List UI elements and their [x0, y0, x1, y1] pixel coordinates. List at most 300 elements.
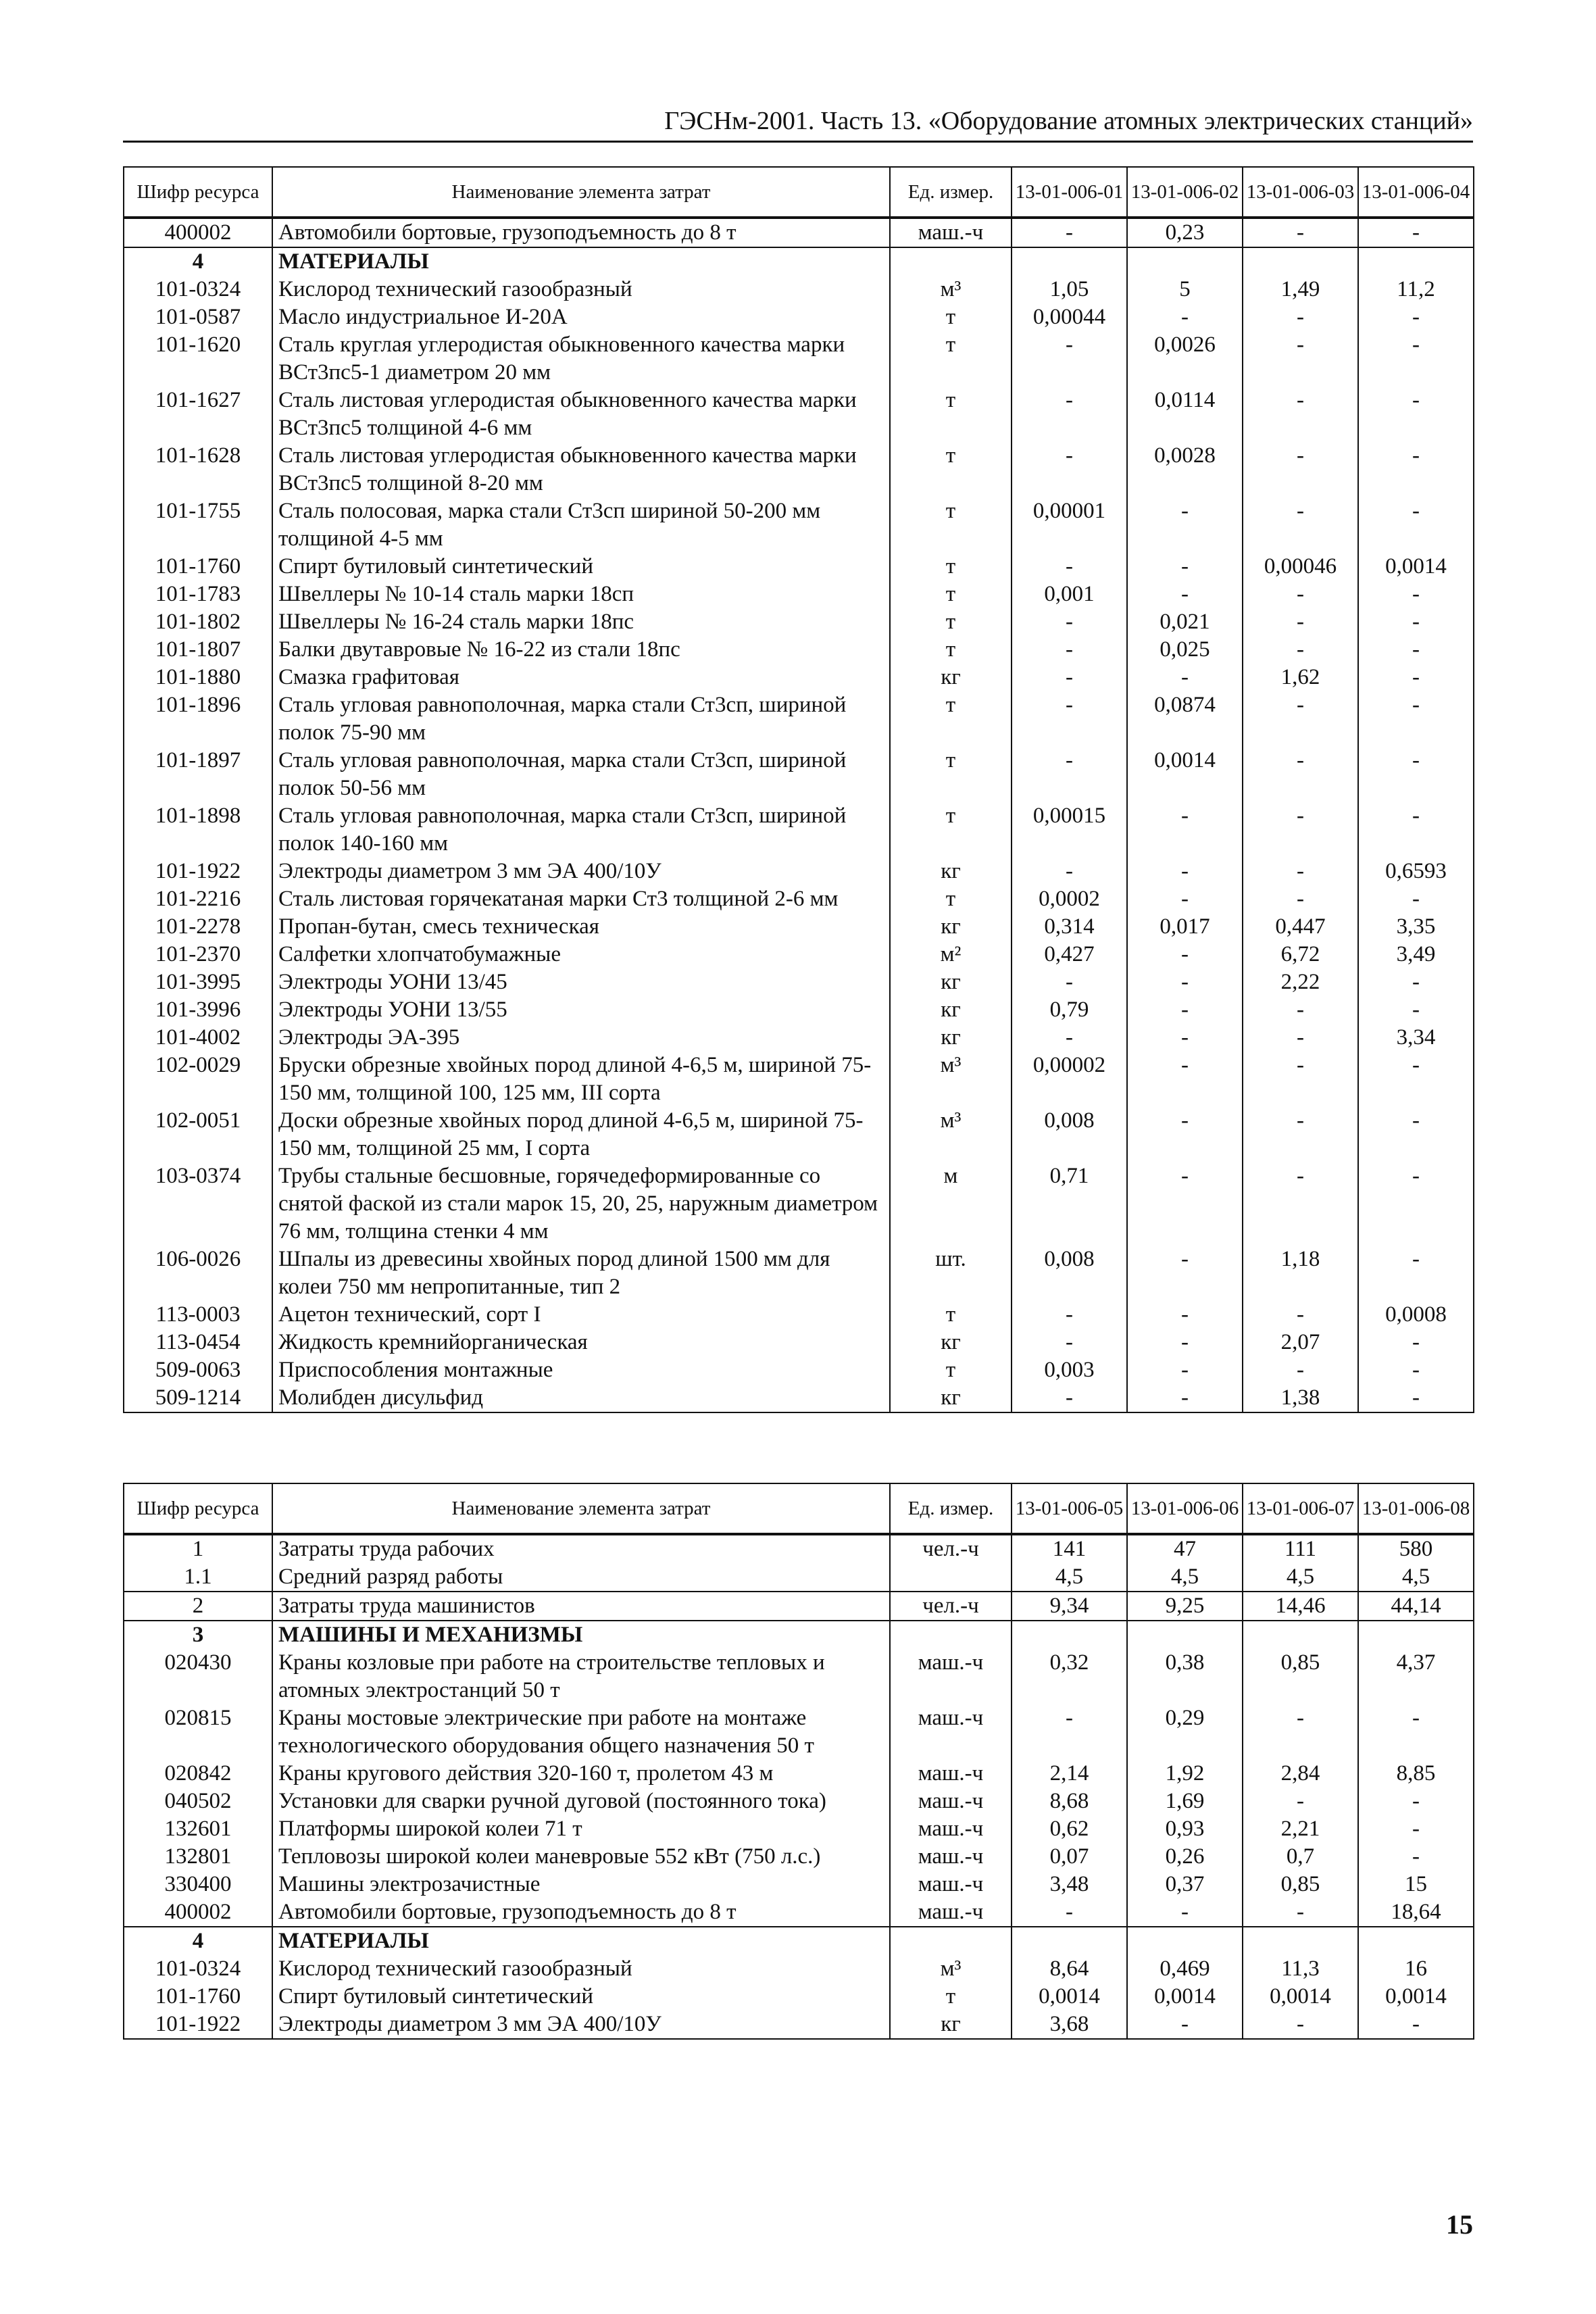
value-2: [1127, 247, 1243, 276]
value-2: -: [1127, 885, 1243, 913]
value-4: [1358, 247, 1474, 276]
unit: маш.-ч: [890, 1871, 1012, 1898]
value-1: 0,427: [1012, 941, 1127, 968]
unit: т: [890, 1301, 1012, 1329]
value-4: -: [1358, 387, 1474, 442]
resource-code: 3: [124, 1621, 272, 1649]
column-header-code: Шифр ресурса: [124, 1483, 272, 1534]
unit: маш.-ч: [890, 1788, 1012, 1815]
value-2: 0,0014: [1127, 1983, 1243, 2011]
table-row: [124, 885, 1474, 913]
table-row: [124, 802, 1474, 858]
column-header-norm-3: 13-01-006-03: [1243, 167, 1358, 218]
value-2: -: [1127, 664, 1243, 691]
value-1: 8,64: [1012, 1955, 1127, 1983]
table-row: [124, 442, 1474, 497]
value-1: [1012, 1927, 1127, 1955]
value-1: 0,32: [1012, 1649, 1127, 1704]
table-row: [124, 303, 1474, 331]
value-4: -: [1358, 1329, 1474, 1356]
value-2: -: [1127, 1162, 1243, 1246]
section-row: [124, 247, 1474, 276]
value-4: -: [1358, 664, 1474, 691]
value-3: -: [1243, 1301, 1358, 1329]
resource-code: 101-1802: [124, 608, 272, 636]
resource-code: 509-0063: [124, 1356, 272, 1384]
value-3: 2,22: [1243, 968, 1358, 996]
unit: т: [890, 608, 1012, 636]
value-4: 0,0014: [1358, 553, 1474, 581]
resource-name: Трубы стальные бесшовные, горячедеформированные со снятой фаской из стали марок 15, 20, 25, наружным диаметром 76 мм, толщина стенки 4 мм: [272, 1162, 890, 1246]
unit: кг: [890, 996, 1012, 1024]
value-1: -: [1012, 1301, 1127, 1329]
resource-code: 101-1896: [124, 691, 272, 747]
value-3: -: [1243, 1898, 1358, 1927]
column-header-norm-5: 13-01-006-05: [1012, 1483, 1127, 1534]
resource-name: Краны мостовые электрические при работе на монтаже технологического оборудования общего назначения 50 т: [272, 1704, 890, 1760]
value-4: -: [1358, 636, 1474, 664]
value-3: [1243, 1927, 1358, 1955]
resource-table-1: [123, 166, 1474, 1413]
resource-code: 101-2278: [124, 913, 272, 941]
resource-name: Швеллеры № 16-24 сталь марки 18пс: [272, 608, 890, 636]
value-1: -: [1012, 442, 1127, 497]
resource-name: МАТЕРИАЛЫ: [272, 247, 890, 276]
table-body: [124, 1534, 1474, 2039]
value-4: -: [1358, 747, 1474, 802]
value-1: -: [1012, 747, 1127, 802]
table-row: [124, 581, 1474, 608]
value-4: -: [1358, 885, 1474, 913]
value-1: 9,34: [1012, 1592, 1127, 1621]
table-row: [124, 1898, 1474, 1927]
value-3: -: [1243, 1107, 1358, 1162]
resource-name: Сталь угловая равнополочная, марка стали Ст3сп, шириной полок 140-160 мм: [272, 802, 890, 858]
value-2: -: [1127, 1384, 1243, 1412]
value-1: -: [1012, 968, 1127, 996]
value-2: 0,0026: [1127, 331, 1243, 387]
value-4: 44,14: [1358, 1592, 1474, 1621]
value-2: 4,5: [1127, 1563, 1243, 1592]
value-1: 8,68: [1012, 1788, 1127, 1815]
table-row: [124, 1843, 1474, 1871]
column-header-norm-6: 13-01-006-06: [1127, 1483, 1243, 1534]
value-4: -: [1358, 1788, 1474, 1815]
resource-code: 101-1880: [124, 664, 272, 691]
table-row: [124, 1107, 1474, 1162]
value-3: -: [1243, 331, 1358, 387]
table-row: [124, 1384, 1474, 1412]
value-4: -: [1358, 1107, 1474, 1162]
unit: чел.-ч: [890, 1534, 1012, 1563]
resource-name: Электроды ЭА-395: [272, 1024, 890, 1052]
resource-code: 101-1620: [124, 331, 272, 387]
value-4: -: [1358, 1815, 1474, 1843]
resource-name: Машины электрозачистные: [272, 1871, 890, 1898]
value-4: 0,6593: [1358, 858, 1474, 885]
unit: [890, 1927, 1012, 1955]
table-row: [124, 218, 1474, 247]
section-row: [124, 1621, 1474, 1649]
table-row: [124, 1162, 1474, 1246]
resource-code: 113-0454: [124, 1329, 272, 1356]
value-2: 0,23: [1127, 218, 1243, 247]
value-4: 11,2: [1358, 276, 1474, 303]
value-4: [1358, 1621, 1474, 1649]
value-4: 0,0008: [1358, 1301, 1474, 1329]
resource-code: 106-0026: [124, 1246, 272, 1301]
unit: т: [890, 802, 1012, 858]
resource-name: Спирт бутиловый синтетический: [272, 1983, 890, 2011]
column-header-name: Наименование элемента затрат: [272, 1483, 890, 1534]
value-1: 0,71: [1012, 1162, 1127, 1246]
table-row: [124, 1649, 1474, 1704]
value-4: -: [1358, 1356, 1474, 1384]
table-row: [124, 1592, 1474, 1621]
table-row: [124, 691, 1474, 747]
value-3: 1,38: [1243, 1384, 1358, 1412]
resource-name: Пропан-бутан, смесь техническая: [272, 913, 890, 941]
value-4: 8,85: [1358, 1760, 1474, 1788]
value-4: -: [1358, 1704, 1474, 1760]
column-header-norm-7: 13-01-006-07: [1243, 1483, 1358, 1534]
value-3: -: [1243, 2011, 1358, 2039]
resource-name: Бруски обрезные хвойных пород длиной 4-6,5 м, шириной 75-150 мм, толщиной 100, 125 мм, III сорта: [272, 1052, 890, 1107]
value-1: [1012, 1621, 1127, 1649]
column-header-code: Шифр ресурса: [124, 167, 272, 218]
value-2: 1,69: [1127, 1788, 1243, 1815]
unit: [890, 1621, 1012, 1649]
value-3: 1,18: [1243, 1246, 1358, 1301]
resource-code: 509-1214: [124, 1384, 272, 1412]
resource-name: Ацетон технический, сорт I: [272, 1301, 890, 1329]
value-1: -: [1012, 218, 1127, 247]
unit: маш.-ч: [890, 1843, 1012, 1871]
value-1: [1012, 247, 1127, 276]
resource-code: 102-0029: [124, 1052, 272, 1107]
value-1: 141: [1012, 1534, 1127, 1563]
unit: м²: [890, 941, 1012, 968]
value-1: -: [1012, 387, 1127, 442]
table-row: [124, 1246, 1474, 1301]
resource-code: 132801: [124, 1843, 272, 1871]
value-2: -: [1127, 1329, 1243, 1356]
value-2: 0,017: [1127, 913, 1243, 941]
resource-code: 101-1628: [124, 442, 272, 497]
table-row: [124, 553, 1474, 581]
table-body: [124, 218, 1474, 1412]
value-4: -: [1358, 303, 1474, 331]
value-1: 2,14: [1012, 1760, 1127, 1788]
resource-code: 101-1898: [124, 802, 272, 858]
value-3: -: [1243, 858, 1358, 885]
resource-code: 101-0587: [124, 303, 272, 331]
unit: маш.-ч: [890, 1898, 1012, 1927]
resource-code: 020815: [124, 1704, 272, 1760]
resource-name: Затраты труда машинистов: [272, 1592, 890, 1621]
resource-name: Балки двутавровые № 16-22 из стали 18пс: [272, 636, 890, 664]
unit: кг: [890, 858, 1012, 885]
value-2: 0,37: [1127, 1871, 1243, 1898]
resource-code: 4: [124, 247, 272, 276]
value-1: 0,001: [1012, 581, 1127, 608]
value-2: -: [1127, 2011, 1243, 2039]
unit: т: [890, 581, 1012, 608]
resource-name: Платформы широкой колеи 71 т: [272, 1815, 890, 1843]
value-2: -: [1127, 581, 1243, 608]
resource-code: 132601: [124, 1815, 272, 1843]
column-header-norm-2: 13-01-006-02: [1127, 167, 1243, 218]
value-4: -: [1358, 442, 1474, 497]
value-1: 1,05: [1012, 276, 1127, 303]
value-2: 0,025: [1127, 636, 1243, 664]
value-1: 0,62: [1012, 1815, 1127, 1843]
resource-name: Кислород технический газообразный: [272, 1955, 890, 1983]
unit: кг: [890, 1024, 1012, 1052]
value-3: -: [1243, 1052, 1358, 1107]
value-2: -: [1127, 996, 1243, 1024]
resource-code: 1.1: [124, 1563, 272, 1592]
value-2: -: [1127, 1246, 1243, 1301]
value-3: -: [1243, 387, 1358, 442]
value-4: -: [1358, 1162, 1474, 1246]
resource-code: 020842: [124, 1760, 272, 1788]
value-1: -: [1012, 331, 1127, 387]
resource-name: Сталь полосовая, марка стали Ст3сп шириной 50-200 мм толщиной 4-5 мм: [272, 497, 890, 553]
value-3: -: [1243, 1704, 1358, 1760]
value-4: 4,37: [1358, 1649, 1474, 1704]
value-1: -: [1012, 664, 1127, 691]
resource-code: 101-1783: [124, 581, 272, 608]
value-3: 2,07: [1243, 1329, 1358, 1356]
resource-name: Кислород технический газообразный: [272, 276, 890, 303]
value-3: -: [1243, 1356, 1358, 1384]
value-4: -: [1358, 802, 1474, 858]
value-4: 3,49: [1358, 941, 1474, 968]
unit: шт.: [890, 1246, 1012, 1301]
value-1: -: [1012, 691, 1127, 747]
value-3: 1,62: [1243, 664, 1358, 691]
resource-code: 101-2370: [124, 941, 272, 968]
value-1: 0,00015: [1012, 802, 1127, 858]
table-row: [124, 1301, 1474, 1329]
resource-name: МАТЕРИАЛЫ: [272, 1927, 890, 1955]
column-header-unit: Ед. измер.: [890, 167, 1012, 218]
resource-code: 102-0051: [124, 1107, 272, 1162]
table-row: [124, 1052, 1474, 1107]
resource-name: Сталь листовая углеродистая обыкновенного качества марки ВСт3пс5 толщиной 4-6 мм: [272, 387, 890, 442]
table-row: [124, 387, 1474, 442]
unit: кг: [890, 913, 1012, 941]
resource-code: 101-1922: [124, 858, 272, 885]
table-header-row: [124, 167, 1474, 218]
value-2: -: [1127, 802, 1243, 858]
value-3: [1243, 1621, 1358, 1649]
resource-name: Приспособления монтажные: [272, 1356, 890, 1384]
unit: м³: [890, 1052, 1012, 1107]
value-1: 0,0014: [1012, 1983, 1127, 2011]
table-row: [124, 1760, 1474, 1788]
unit: маш.-ч: [890, 1704, 1012, 1760]
resource-code: 020430: [124, 1649, 272, 1704]
value-3: [1243, 247, 1358, 276]
value-1: -: [1012, 1898, 1127, 1927]
resource-table-2: [123, 1483, 1474, 2040]
value-1: 0,00044: [1012, 303, 1127, 331]
value-3: -: [1243, 1162, 1358, 1246]
value-4: 0,0014: [1358, 1983, 1474, 2011]
value-1: -: [1012, 1704, 1127, 1760]
column-header-norm-1: 13-01-006-01: [1012, 167, 1127, 218]
value-2: -: [1127, 497, 1243, 553]
table-row: [124, 636, 1474, 664]
value-1: -: [1012, 636, 1127, 664]
value-2: [1127, 1621, 1243, 1649]
value-3: 14,46: [1243, 1592, 1358, 1621]
table-row: [124, 1815, 1474, 1843]
unit: кг: [890, 1329, 1012, 1356]
value-1: 0,00001: [1012, 497, 1127, 553]
value-2: -: [1127, 1356, 1243, 1384]
unit: м³: [890, 276, 1012, 303]
value-1: -: [1012, 1329, 1127, 1356]
resource-name: Молибден дисульфид: [272, 1384, 890, 1412]
unit: кг: [890, 968, 1012, 996]
table-row: [124, 968, 1474, 996]
resource-name: МАШИНЫ И МЕХАНИЗМЫ: [272, 1621, 890, 1649]
value-3: -: [1243, 1024, 1358, 1052]
table-row: [124, 331, 1474, 387]
value-4: -: [1358, 497, 1474, 553]
value-4: -: [1358, 691, 1474, 747]
value-4: -: [1358, 218, 1474, 247]
value-3: -: [1243, 303, 1358, 331]
value-3: -: [1243, 996, 1358, 1024]
unit: маш.-ч: [890, 1815, 1012, 1843]
value-2: 5: [1127, 276, 1243, 303]
value-2: 0,93: [1127, 1815, 1243, 1843]
value-2: -: [1127, 1024, 1243, 1052]
unit: кг: [890, 1384, 1012, 1412]
value-2: 9,25: [1127, 1592, 1243, 1621]
resource-code: 400002: [124, 218, 272, 247]
unit: маш.-ч: [890, 218, 1012, 247]
value-2: 0,469: [1127, 1955, 1243, 1983]
value-1: 4,5: [1012, 1563, 1127, 1592]
value-1: -: [1012, 608, 1127, 636]
value-2: 0,0874: [1127, 691, 1243, 747]
resource-code: 101-2216: [124, 885, 272, 913]
column-header-name: Наименование элемента затрат: [272, 167, 890, 218]
value-4: 580: [1358, 1534, 1474, 1563]
value-4: 3,35: [1358, 913, 1474, 941]
resource-name: Средний разряд работы: [272, 1563, 890, 1592]
resource-name: Сталь угловая равнополочная, марка стали Ст3сп, шириной полок 75-90 мм: [272, 691, 890, 747]
unit: м: [890, 1162, 1012, 1246]
unit: т: [890, 303, 1012, 331]
value-4: [1358, 1927, 1474, 1955]
resource-code: 4: [124, 1927, 272, 1955]
value-1: 0,00002: [1012, 1052, 1127, 1107]
unit: т: [890, 331, 1012, 387]
resource-name: Электроды УОНИ 13/55: [272, 996, 890, 1024]
resource-code: 400002: [124, 1898, 272, 1927]
value-1: 0,008: [1012, 1246, 1127, 1301]
value-1: 0,79: [1012, 996, 1127, 1024]
value-3: 11,3: [1243, 1955, 1358, 1983]
value-1: 3,68: [1012, 2011, 1127, 2039]
unit: [890, 247, 1012, 276]
table-row: [124, 1024, 1474, 1052]
value-4: -: [1358, 2011, 1474, 2039]
table-row: [124, 1955, 1474, 1983]
resource-code: 101-3996: [124, 996, 272, 1024]
resource-code: 101-0324: [124, 1955, 272, 1983]
resource-name: Затраты труда рабочих: [272, 1534, 890, 1563]
unit: м³: [890, 1955, 1012, 1983]
resource-code: 101-1922: [124, 2011, 272, 2039]
value-2: 47: [1127, 1534, 1243, 1563]
resource-name: Сталь угловая равнополочная, марка стали Ст3сп, шириной полок 50-56 мм: [272, 747, 890, 802]
value-2: 0,0014: [1127, 747, 1243, 802]
value-4: -: [1358, 1052, 1474, 1107]
value-1: -: [1012, 858, 1127, 885]
table-row: [124, 1871, 1474, 1898]
page-header: ГЭСНм-2001. Часть 13. «Оборудование атомных электрических станций»: [123, 107, 1473, 143]
value-2: [1127, 1927, 1243, 1955]
resource-name: Электроды УОНИ 13/45: [272, 968, 890, 996]
resource-code: 101-1807: [124, 636, 272, 664]
value-4: 3,34: [1358, 1024, 1474, 1052]
resource-name: Краны козловые при работе на строительстве тепловых и атомных электростанций 50 т: [272, 1649, 890, 1704]
table-row: [124, 1788, 1474, 1815]
resource-name: Шпалы из древесины хвойных пород длиной 1500 мм для колеи 750 мм непропитанные, тип 2: [272, 1246, 890, 1301]
value-3: 0,447: [1243, 913, 1358, 941]
resource-code: 101-0324: [124, 276, 272, 303]
value-2: -: [1127, 858, 1243, 885]
resource-code: 101-3995: [124, 968, 272, 996]
unit: т: [890, 691, 1012, 747]
value-3: 0,0014: [1243, 1983, 1358, 2011]
unit: т: [890, 747, 1012, 802]
value-4: -: [1358, 331, 1474, 387]
value-2: 0,26: [1127, 1843, 1243, 1871]
value-2: -: [1127, 968, 1243, 996]
value-3: 1,49: [1243, 276, 1358, 303]
table-row: [124, 913, 1474, 941]
value-4: 4,5: [1358, 1563, 1474, 1592]
table-row: [124, 1329, 1474, 1356]
unit: т: [890, 1356, 1012, 1384]
table-row: [124, 1534, 1474, 1563]
value-2: 0,38: [1127, 1649, 1243, 1704]
resource-code: 101-1897: [124, 747, 272, 802]
value-1: 0,0002: [1012, 885, 1127, 913]
table-row: [124, 996, 1474, 1024]
resource-code: 2: [124, 1592, 272, 1621]
unit: т: [890, 442, 1012, 497]
value-2: 0,0028: [1127, 442, 1243, 497]
table-row: [124, 747, 1474, 802]
resource-code: 1: [124, 1534, 272, 1563]
value-4: -: [1358, 581, 1474, 608]
value-3: -: [1243, 608, 1358, 636]
value-3: 2,21: [1243, 1815, 1358, 1843]
value-3: 4,5: [1243, 1563, 1358, 1592]
value-4: -: [1358, 1384, 1474, 1412]
value-1: -: [1012, 1384, 1127, 1412]
value-4: -: [1358, 608, 1474, 636]
